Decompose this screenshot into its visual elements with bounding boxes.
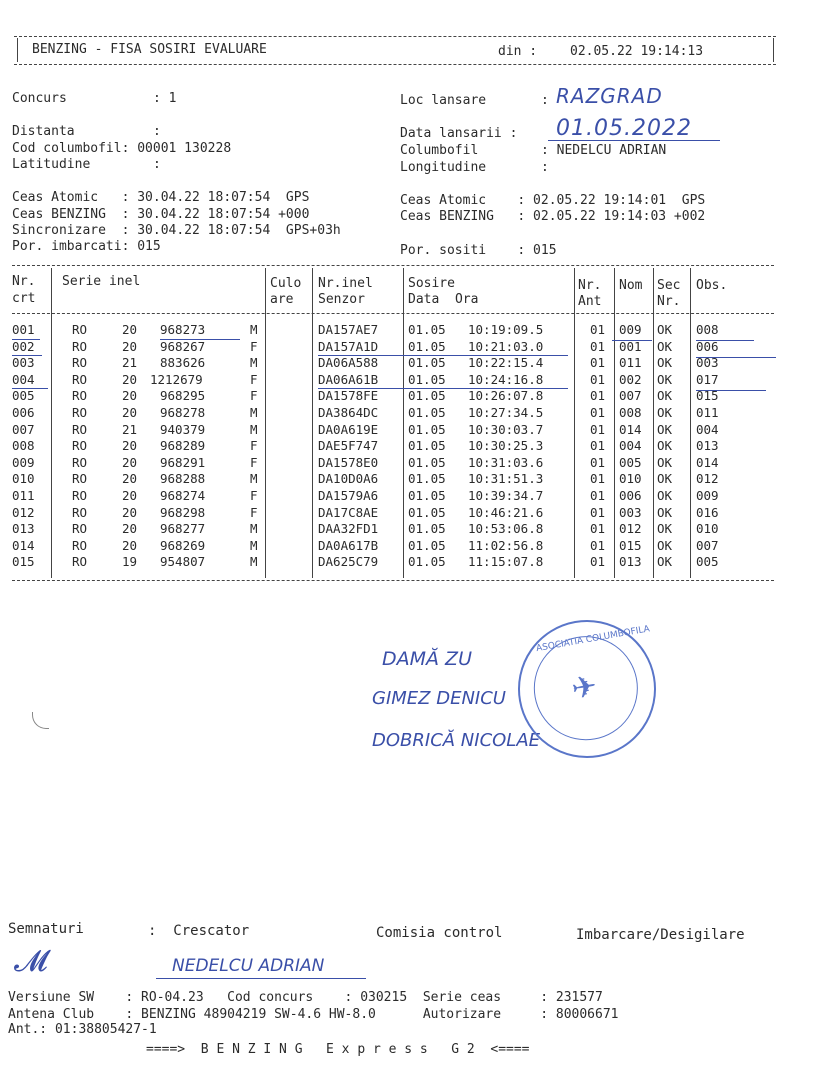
pen-underline [696, 357, 776, 358]
row-senzor: DA06A61B [318, 371, 379, 387]
row-an: 20 [122, 488, 138, 503]
row-data: 01.05 [408, 438, 446, 454]
distanta-sep: : [153, 124, 161, 139]
row-an: 20 [122, 537, 138, 553]
row-nom: 012 [619, 521, 642, 537]
row-nom: 014 [619, 421, 642, 437]
row-ora: 10:26:07.8 [468, 388, 544, 404]
row-an: 20 [122, 371, 138, 387]
row-ant: 01 [590, 355, 606, 371]
row-ora: 10:31:51.3 [468, 471, 544, 487]
row-nr: 015 [12, 554, 35, 570]
header-right-bar [773, 38, 774, 62]
row-inel: 968291 [160, 454, 206, 470]
versiune-line: Versiune SW : RO-04.23 Cod concurs : 030215 Serie ceas : 231577 [8, 990, 603, 1005]
row-nom: 013 [619, 554, 642, 570]
row-inel: 968278 [160, 405, 206, 420]
row-sec: OK [657, 322, 673, 337]
row-obs: 014 [696, 454, 719, 470]
row-an: 21 [122, 421, 138, 437]
data-lansarii-underline [548, 140, 720, 141]
table-row [0, 372, 770, 389]
header-top-rule [14, 36, 776, 37]
row-ora: 10:39:34.7 [468, 488, 544, 503]
row-senzor: DA157AE7 [318, 322, 379, 337]
row-sex: F [250, 388, 258, 404]
row-senzor: DA1578E0 [318, 454, 379, 470]
data-lansarii-label: Data lansarii : [400, 126, 518, 141]
row-senzor: DA0A619E [318, 421, 379, 437]
row-sex: M [250, 355, 258, 371]
row-an: 20 [122, 338, 138, 354]
row-tara: RO [72, 421, 88, 437]
row-tara: RO [72, 388, 88, 404]
row-sex: F [250, 338, 258, 354]
row-sec: OK [657, 488, 673, 503]
row-ora: 10:30:03.7 [468, 421, 544, 437]
row-an: 20 [122, 438, 138, 454]
row-ant: 01 [590, 537, 606, 553]
row-obs: 008 [696, 322, 719, 337]
row-an: 20 [122, 322, 138, 337]
row-sex: F [250, 371, 258, 387]
row-ant: 01 [590, 405, 606, 420]
pen-underline [12, 339, 40, 340]
header-date-value: 02.05.22 19:14:13 [570, 44, 704, 59]
row-nom: 003 [619, 504, 642, 520]
longitudine-label: Longitudine [400, 160, 487, 175]
row-sex: M [250, 521, 258, 537]
row-nr: 001 [12, 322, 35, 337]
row-senzor: DA625C79 [318, 554, 379, 570]
row-sec: OK [657, 521, 673, 537]
row-senzor: DA1579A6 [318, 488, 379, 503]
row-ant: 01 [590, 421, 606, 437]
row-an: 20 [122, 405, 138, 420]
row-ora: 10:46:21.6 [468, 504, 544, 520]
row-inel: 968289 [160, 438, 206, 454]
benzing-brand: ====> B E N Z I N G E x p r e s s G 2 <==== [146, 1042, 530, 1057]
row-inel: 968274 [160, 488, 206, 503]
header-crt: crt [12, 291, 36, 306]
row-obs: 006 [696, 338, 719, 354]
row-data: 01.05 [408, 521, 446, 537]
sincronizare: Sincronizare : 30.04.22 18:07:54 GPS+03h [12, 223, 341, 238]
row-sex: M [250, 405, 258, 420]
row-ant: 01 [590, 504, 606, 520]
row-nr: 011 [12, 488, 35, 503]
row-senzor: DA17C8AE [318, 504, 379, 520]
header-sosire: Sosire [408, 276, 455, 291]
row-nr: 006 [12, 405, 35, 420]
row-ora: 10:22:15.4 [468, 355, 544, 371]
row-obs: 007 [696, 537, 719, 553]
row-sex: M [250, 322, 258, 337]
row-an: 20 [122, 521, 138, 537]
row-inel: 968267 [160, 338, 206, 354]
table-row [0, 538, 770, 555]
row-nom: 015 [619, 537, 642, 553]
row-nr: 007 [12, 421, 35, 437]
row-data: 01.05 [408, 388, 446, 404]
row-an: 20 [122, 504, 138, 520]
row-senzor: DAE5F747 [318, 438, 379, 454]
table-row [0, 455, 770, 472]
row-nom: 002 [619, 371, 642, 387]
row-senzor: DA1578FE [318, 388, 379, 404]
row-ant: 01 [590, 438, 606, 454]
row-data: 01.05 [408, 471, 446, 487]
row-tara: RO [72, 371, 88, 387]
row-nom: 005 [619, 454, 642, 470]
row-nr: 005 [12, 388, 35, 404]
row-ora: 10:19:09.5 [468, 322, 544, 337]
row-data: 01.05 [408, 454, 446, 470]
commission-signature-2: GIMEZ DENICU [372, 688, 506, 709]
row-tara: RO [72, 537, 88, 553]
row-tara: RO [72, 454, 88, 470]
row-data: 01.05 [408, 554, 446, 570]
loc-lansare-sep: : [541, 93, 549, 108]
header-nr-ant-1: Nr. [578, 278, 602, 293]
row-sec: OK [657, 554, 673, 570]
row-ant: 01 [590, 388, 606, 404]
table-row [0, 471, 770, 488]
ceas-benzing-end: Ceas BENZING : 02.05.22 19:14:03 +002 [400, 209, 706, 224]
table-row [0, 505, 770, 522]
row-an: 20 [122, 454, 138, 470]
row-tara: RO [72, 355, 88, 371]
row-sec: OK [657, 388, 673, 404]
table-row [0, 438, 770, 455]
header-nr: Nr. [12, 274, 36, 289]
row-sex: M [250, 554, 258, 570]
loc-lansare-label: Loc lansare [400, 93, 487, 108]
row-ora: 10:30:25.3 [468, 438, 544, 454]
row-ant: 01 [590, 488, 606, 503]
scan-mark [32, 712, 49, 729]
row-nom: 007 [619, 388, 642, 404]
row-obs: 009 [696, 488, 719, 503]
row-tara: RO [72, 521, 88, 537]
row-data: 01.05 [408, 504, 446, 520]
row-obs: 012 [696, 471, 719, 487]
row-data: 01.05 [408, 421, 446, 437]
loc-lansare-handwritten: RAZGRAD [556, 84, 663, 108]
row-tara: RO [72, 438, 88, 454]
row-sex: F [250, 504, 258, 520]
imbarcare-label: Imbarcare/Desigilare [576, 927, 745, 943]
row-nr: 012 [12, 504, 35, 520]
row-inel: 940379 [160, 421, 206, 437]
row-obs: 016 [696, 504, 719, 520]
row-nom: 011 [619, 355, 642, 371]
row-senzor: DA157A1D [318, 338, 379, 354]
comisia-control-label: Comisia control [376, 925, 503, 941]
row-inel: 1212679 [150, 371, 203, 387]
row-sec: OK [657, 338, 673, 354]
row-ora: 11:02:56.8 [468, 537, 544, 553]
header-nr-inel: Nr.inel [318, 276, 373, 291]
commission-signature-3: DOBRICĂ NICOLAE [372, 730, 541, 751]
concurs-label: Concurs [12, 91, 67, 106]
row-senzor: DA10D0A6 [318, 471, 379, 487]
row-nr: 013 [12, 521, 35, 537]
row-data: 01.05 [408, 371, 446, 387]
row-obs: 010 [696, 521, 719, 537]
header-culoare-2: are [270, 292, 294, 307]
row-ant: 01 [590, 322, 606, 337]
commission-signature-1: DAMĂ ZU [382, 648, 472, 670]
pen-underline [696, 390, 766, 391]
longitudine-sep: : [541, 160, 549, 175]
table-row [0, 355, 770, 372]
dove-icon: ✈ [568, 668, 600, 708]
latitudine-sep: : [153, 157, 161, 172]
row-nr: 009 [12, 454, 35, 470]
row-nom: 001 [619, 338, 642, 354]
row-ant: 01 [590, 521, 606, 537]
row-obs: 011 [696, 405, 719, 420]
pen-underline [12, 355, 42, 356]
arrivals-table-body [0, 322, 826, 577]
row-an: 20 [122, 388, 138, 404]
row-ora: 11:15:07.8 [468, 554, 544, 570]
header-culoare-1: Culo [270, 276, 302, 291]
row-inel: 968273 [160, 322, 206, 337]
row-sex: M [250, 421, 258, 437]
row-ant: 01 [590, 371, 606, 387]
table-row [0, 488, 770, 505]
row-an: 19 [122, 554, 138, 570]
row-sex: F [250, 488, 258, 503]
data-lansarii-handwritten: 01.05.2022 [556, 116, 692, 141]
document-title: BENZING - FISA SOSIRI EVALUARE [32, 42, 267, 57]
row-inel: 968277 [160, 521, 206, 537]
table-row [0, 322, 770, 339]
row-nom: 009 [619, 322, 642, 337]
row-ant: 01 [590, 338, 606, 354]
row-data: 01.05 [408, 537, 446, 553]
row-nr: 002 [12, 338, 35, 354]
header-sec-2: Nr. [657, 294, 681, 309]
row-inel: 968288 [160, 471, 206, 487]
distanta-label: Distanta [12, 124, 75, 139]
header-left-bar [17, 38, 18, 62]
row-an: 20 [122, 471, 138, 487]
row-ora: 10:21:03.0 [468, 338, 544, 354]
row-sex: M [250, 537, 258, 553]
table-bottom-rule [12, 580, 774, 581]
pen-underline [612, 340, 652, 341]
row-obs: 017 [696, 371, 719, 387]
ant-line: Ant.: 01:38805427-1 [8, 1022, 157, 1037]
pen-underline [696, 340, 754, 341]
cod-columbofil: Cod columbofil: 00001 130228 [12, 141, 232, 156]
row-data: 01.05 [408, 338, 446, 354]
pen-underline [12, 388, 48, 389]
antena-line: Antena Club : BENZING 48904219 SW-4.6 HW-8.0 Autorizare : 80006671 [8, 1007, 619, 1022]
row-sec: OK [657, 355, 673, 371]
table-row [0, 405, 770, 422]
row-ant: 01 [590, 471, 606, 487]
table-row [0, 422, 770, 439]
row-tara: RO [72, 338, 88, 354]
pen-underline [318, 388, 568, 389]
row-nr: 004 [12, 371, 35, 387]
row-data: 01.05 [408, 355, 446, 371]
row-obs: 015 [696, 388, 719, 404]
row-obs: 013 [696, 438, 719, 454]
row-inel: 954807 [160, 554, 206, 570]
row-obs: 005 [696, 554, 719, 570]
row-ora: 10:24:16.8 [468, 371, 544, 387]
row-tara: RO [72, 405, 88, 420]
row-sex: F [250, 438, 258, 454]
table-header-rule [12, 313, 774, 314]
row-sec: OK [657, 504, 673, 520]
row-nom: 004 [619, 438, 642, 454]
row-sec: OK [657, 421, 673, 437]
signature-underline [156, 978, 366, 979]
row-inel: 883626 [160, 355, 206, 371]
header-sec-1: Sec [657, 278, 681, 293]
header-senzor: Senzor [318, 292, 365, 307]
header-bottom-rule [14, 64, 776, 65]
porumbei-sositi: Por. sositi : 015 [400, 243, 557, 258]
row-tara: RO [72, 488, 88, 503]
row-data: 01.05 [408, 488, 446, 503]
row-tara: RO [72, 322, 88, 337]
row-ora: 10:53:06.8 [468, 521, 544, 537]
table-row [0, 521, 770, 538]
header-nr-ant-2: Ant [578, 294, 602, 309]
row-data: 01.05 [408, 322, 446, 337]
row-senzor: DA0A617B [318, 537, 379, 553]
columbofil-value: : NEDELCU ADRIAN [541, 143, 667, 158]
row-inel: 968298 [160, 504, 206, 520]
concurs-value: : 1 [153, 91, 177, 106]
row-sec: OK [657, 471, 673, 487]
row-obs: 004 [696, 421, 719, 437]
row-senzor: DA06A588 [318, 355, 379, 371]
header-date-label: din : [498, 44, 538, 59]
semnaturi-label: Semnaturi [8, 921, 84, 937]
columbofil-label: Columbofil [400, 143, 479, 158]
ceas-benzing-start: Ceas BENZING : 30.04.22 18:07:54 +000 [12, 207, 310, 222]
row-tara: RO [72, 554, 88, 570]
pen-underline [160, 339, 240, 340]
row-nr: 008 [12, 438, 35, 454]
row-nr: 010 [12, 471, 35, 487]
row-inel: 968295 [160, 388, 206, 404]
row-nom: 006 [619, 488, 642, 503]
row-sec: OK [657, 371, 673, 387]
latitudine-label: Latitudine [12, 157, 91, 172]
header-data-ora: Data Ora [408, 292, 479, 307]
table-top-rule [12, 265, 774, 266]
row-ant: 01 [590, 554, 606, 570]
row-senzor: DA3864DC [318, 405, 379, 420]
ceas-atomic-end: Ceas Atomic : 02.05.22 19:14:01 GPS [400, 193, 706, 208]
row-nr: 014 [12, 537, 35, 553]
row-ora: 10:27:34.5 [468, 405, 544, 420]
header-serie-inel: Serie inel [62, 274, 141, 289]
row-sec: OK [657, 438, 673, 454]
row-sec: OK [657, 405, 673, 420]
table-row [0, 388, 770, 405]
pen-underline [318, 355, 568, 356]
row-inel: 968269 [160, 537, 206, 553]
row-obs: 003 [696, 355, 719, 371]
row-an: 21 [122, 355, 138, 371]
table-row [0, 339, 770, 356]
crescator-signature: NEDELCU ADRIAN [172, 956, 325, 976]
crescator-label: : Crescator [148, 923, 250, 939]
ceas-atomic-start: Ceas Atomic : 30.04.22 18:07:54 GPS [12, 190, 310, 205]
row-ora: 10:31:03.6 [468, 454, 544, 470]
row-nom: 008 [619, 405, 642, 420]
row-nom: 010 [619, 471, 642, 487]
row-nr: 003 [12, 355, 35, 371]
row-data: 01.05 [408, 405, 446, 420]
row-ant: 01 [590, 454, 606, 470]
row-sex: F [250, 454, 258, 470]
row-tara: RO [72, 504, 88, 520]
header-obs: Obs. [696, 278, 728, 293]
stamp-text: ASOCIATIA COLUMBOFILA [535, 624, 651, 655]
row-tara: RO [72, 471, 88, 487]
porumbei-imbarcati: Por. imbarcati: 015 [12, 239, 161, 254]
row-senzor: DAA32FD1 [318, 521, 379, 537]
header-nom: Nom [619, 278, 643, 293]
row-sec: OK [657, 454, 673, 470]
row-sex: M [250, 471, 258, 487]
row-sec: OK [657, 537, 673, 553]
crescator-initials-icon: 𝓜 [14, 944, 48, 979]
table-row [0, 554, 770, 571]
